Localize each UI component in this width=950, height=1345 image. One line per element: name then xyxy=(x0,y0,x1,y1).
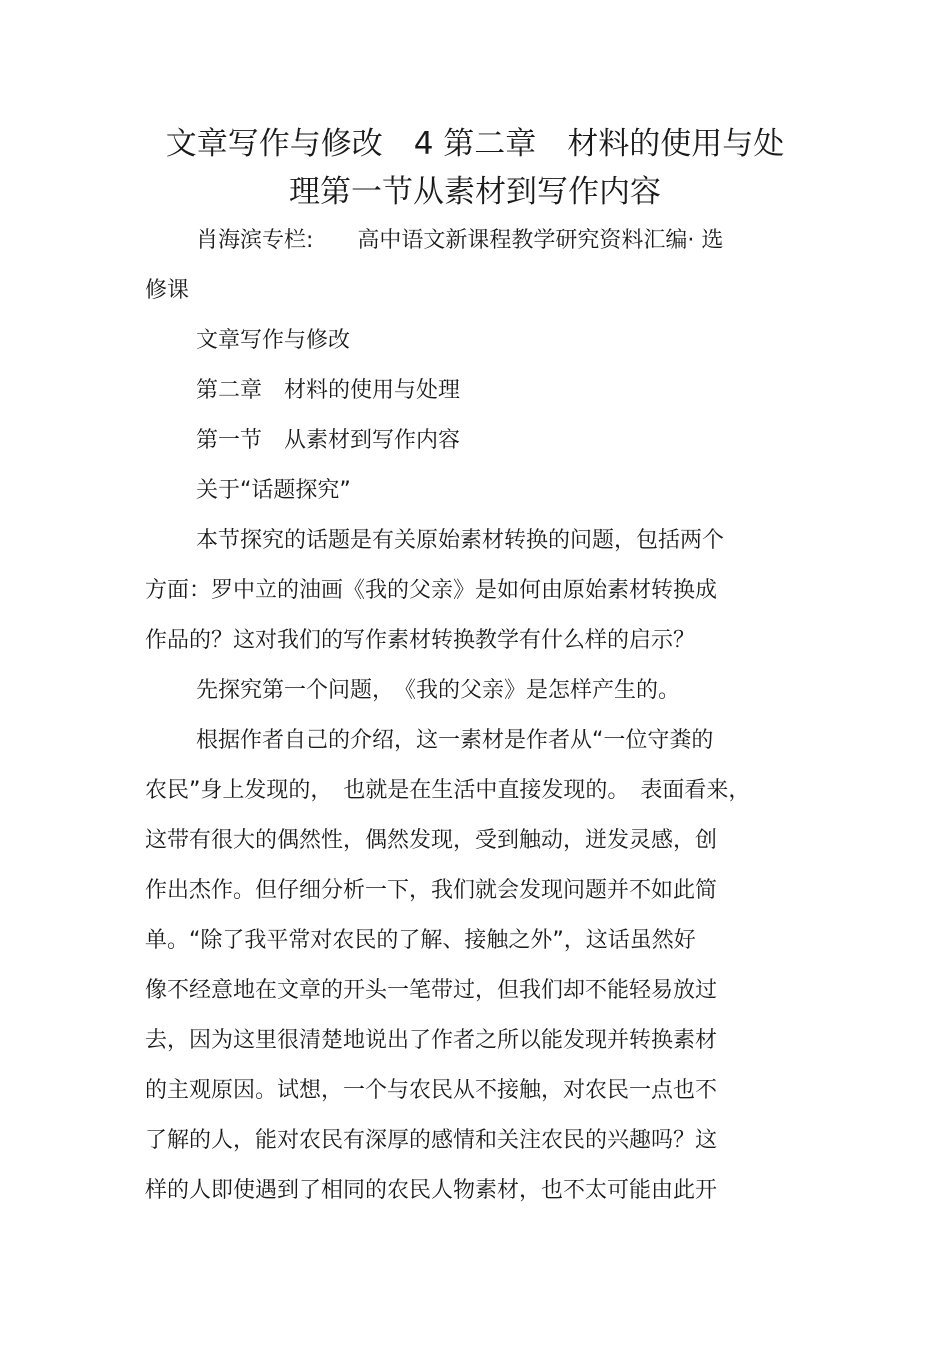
chapter-heading: 第二章 材料的使用与处理 xyxy=(196,378,461,403)
section-heading: 第一节 从素材到写作内容 xyxy=(196,428,461,453)
text-line: 修课 xyxy=(145,278,190,303)
paragraph-line: 单。“除了我平常对农民的了解、接触之外”，这话虽然好 xyxy=(145,928,696,953)
paragraph-line: 像不经意地在文章的开头一笔带过，但我们却不能轻易放过 xyxy=(145,978,718,1003)
paragraph-line: 样的人即使遇到了相同的农民人物素材，也不太可能由此开 xyxy=(145,1178,718,1203)
document-title-line-1: 文章写作与修改 4 第二章 材料的使用与处 xyxy=(165,126,785,162)
paragraph-line: 的主观原因。试想，一个与农民从不接触，对农民一点也不 xyxy=(145,1078,718,1103)
paragraph-line: 这带有很大的偶然性，偶然发现，受到触动，迸发灵感，创 xyxy=(145,828,718,853)
paragraph-line: 方面：罗中立的油画《我的父亲》是如何由原始素材转换成 xyxy=(145,578,718,603)
book-title-line: 文章写作与修改 xyxy=(196,328,351,353)
paragraph-line: 了解的人，能对农民有深厚的感情和关注农民的兴趣吗？这 xyxy=(145,1128,718,1153)
subsection-heading: 关于“话题探究” xyxy=(196,478,351,503)
paragraph-line: 作出杰作。但仔细分析一下，我们就会发现问题并不如此简 xyxy=(145,878,718,903)
paragraph-line: 作品的？这对我们的写作素材转换教学有什么样的启示？ xyxy=(145,628,696,653)
paragraph-line: 农民”身上发现的， 也就是在生活中直接发现的。 表面看来， xyxy=(145,778,751,803)
document-title-line-2: 理第一节从素材到写作内容 xyxy=(289,174,661,210)
paragraph-line: 去，因为这里很清楚地说出了作者之所以能发现并转换素材 xyxy=(145,1028,718,1053)
paragraph-line: 本节探究的话题是有关原始素材转换的问题，包括两个 xyxy=(196,528,725,553)
author-column-line: 肖海滨专栏: 高中语文新课程教学研究资料汇编· 选 xyxy=(196,228,724,253)
paragraph-line: 先探究第一个问题， 《我的父亲》是怎样产生的。 xyxy=(196,678,681,703)
paragraph-line: 根据作者自己的介绍，这一素材是作者从“一位守粪的 xyxy=(196,728,714,753)
